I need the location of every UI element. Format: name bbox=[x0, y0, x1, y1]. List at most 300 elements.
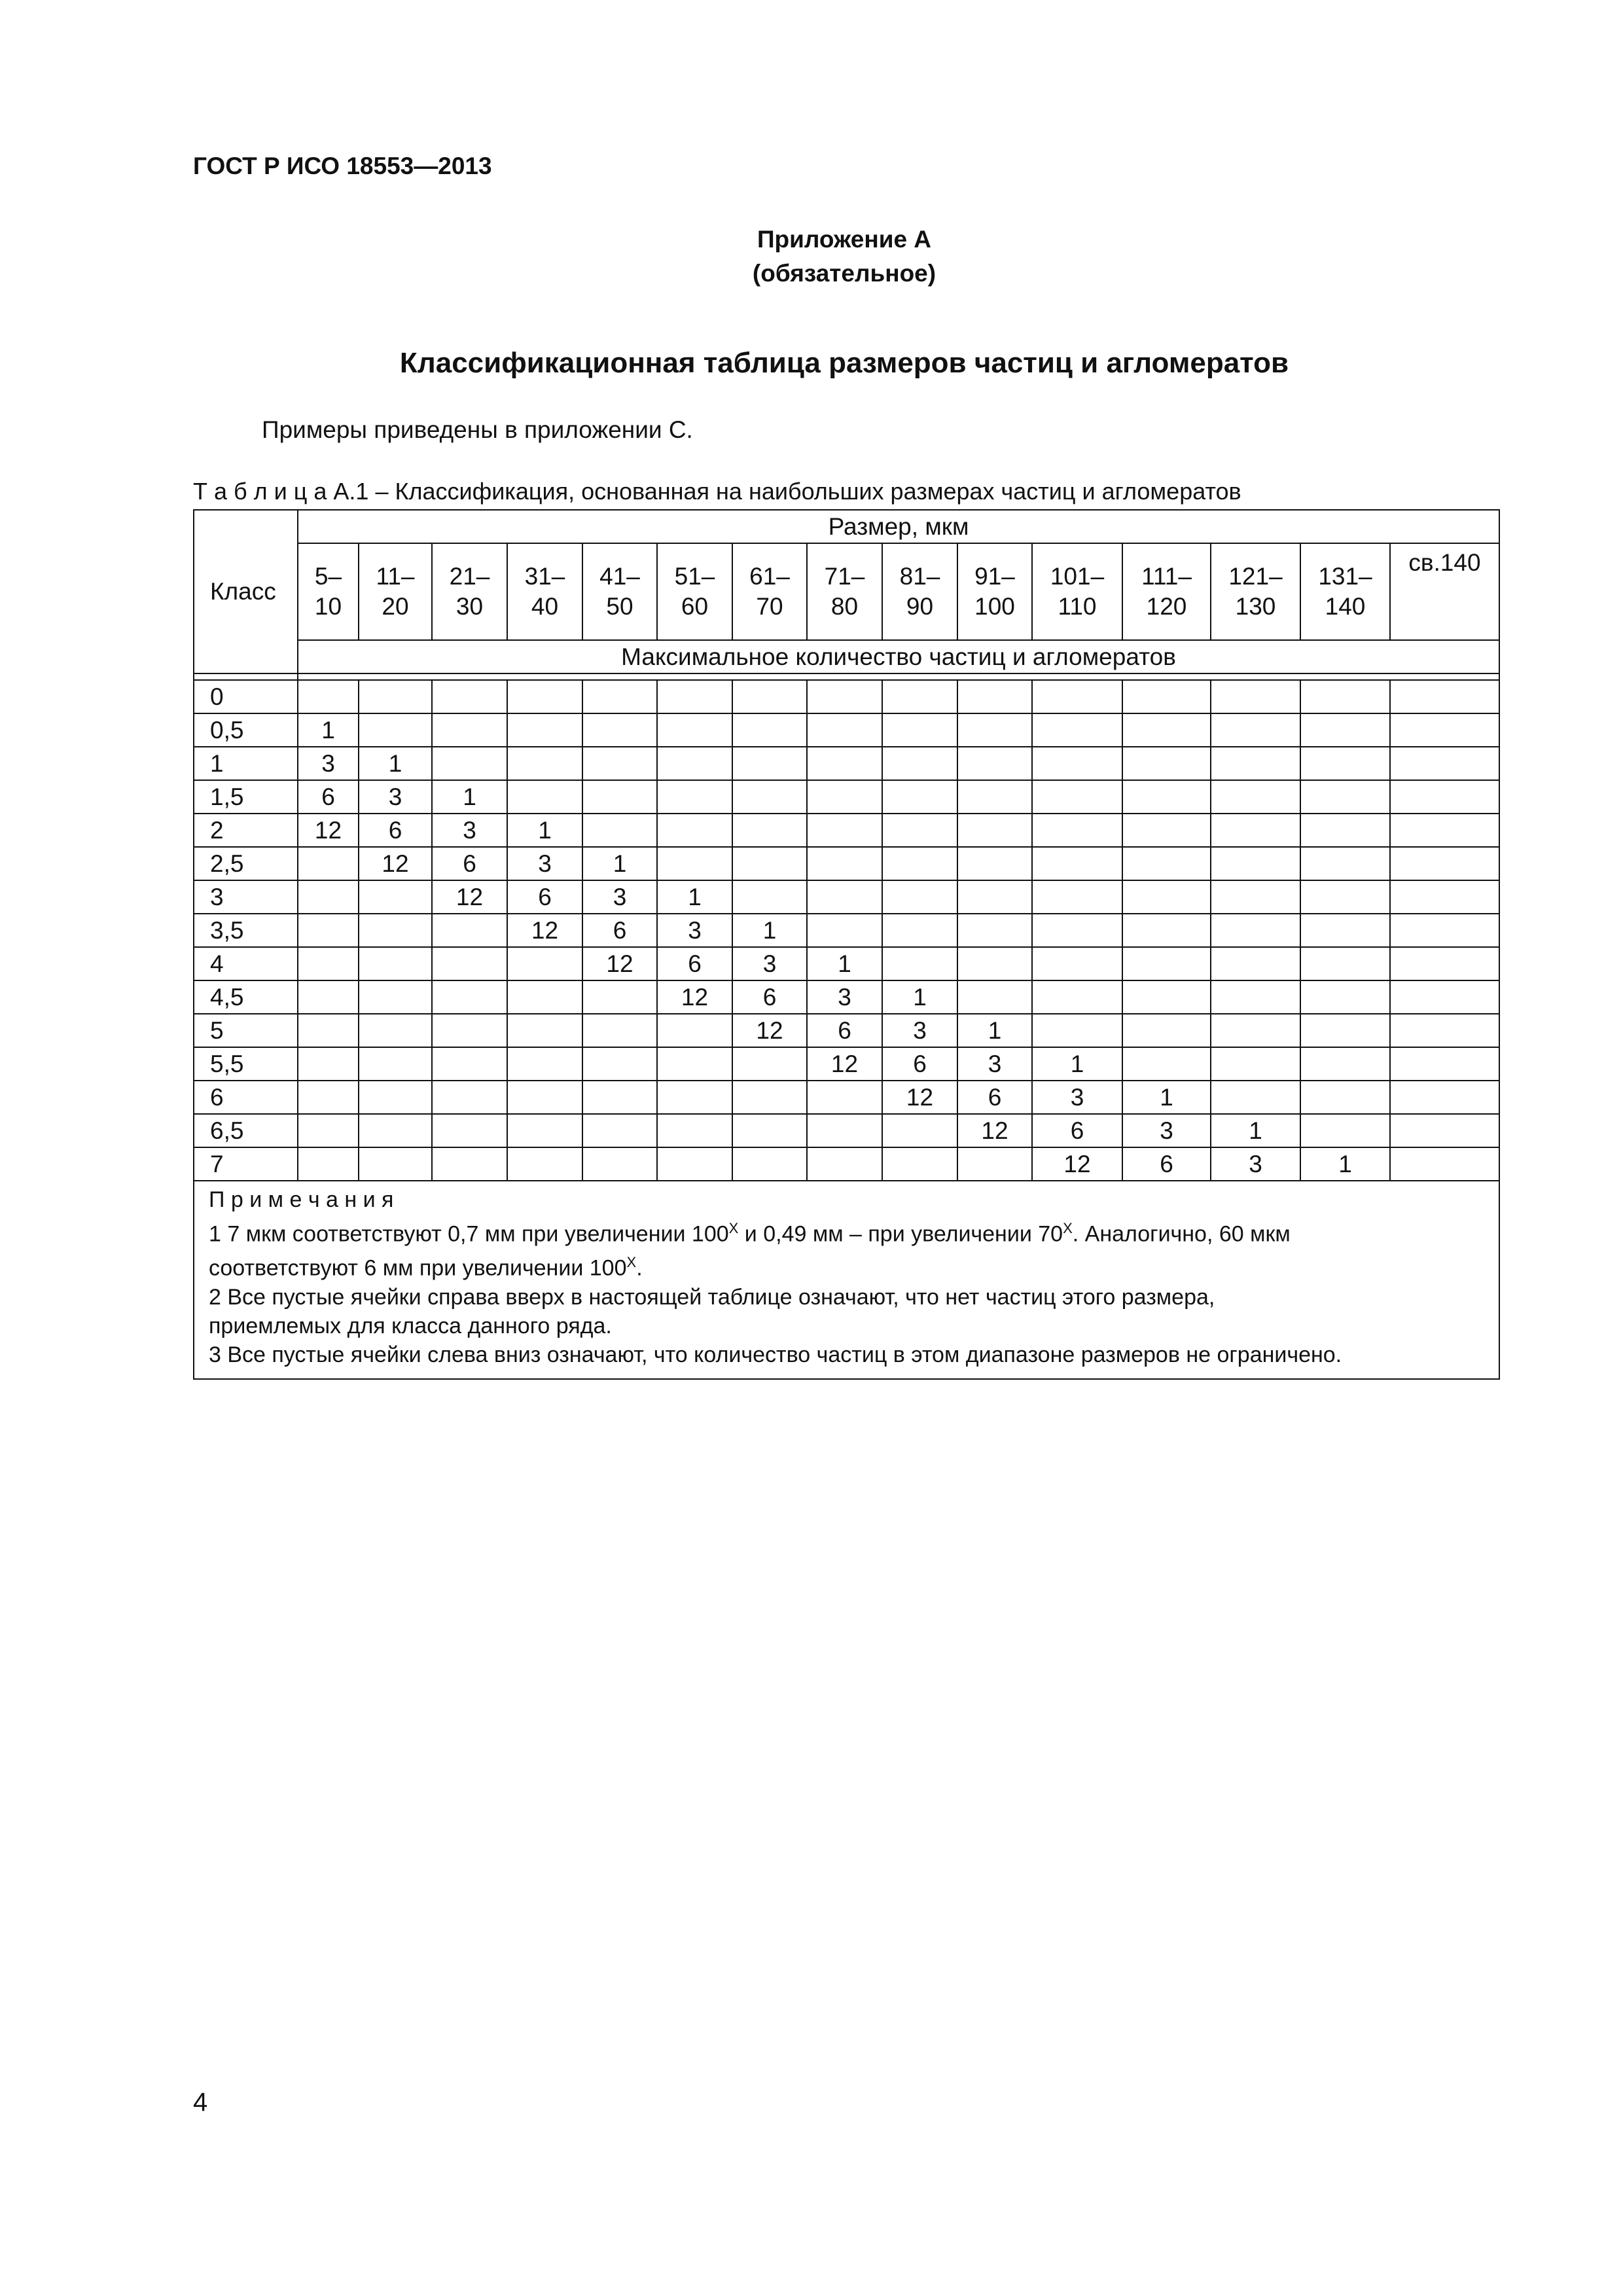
count-cell: 12 bbox=[957, 1114, 1032, 1147]
range-start: 81– bbox=[899, 563, 940, 590]
count-cell bbox=[432, 1114, 507, 1147]
count-cell bbox=[807, 680, 882, 713]
count-cell bbox=[1122, 847, 1211, 880]
count-cell bbox=[298, 880, 359, 914]
count-cell: 12 bbox=[732, 1014, 807, 1047]
range-start: 21– bbox=[449, 563, 490, 590]
count-cell bbox=[957, 880, 1032, 914]
count-cell bbox=[732, 747, 807, 780]
count-cell bbox=[1032, 847, 1122, 880]
count-cell bbox=[1300, 880, 1390, 914]
count-cell: 1 bbox=[882, 980, 957, 1014]
count-cell bbox=[882, 680, 957, 713]
range-header-cell bbox=[298, 543, 359, 640]
annex-status: (обязательное) bbox=[752, 260, 936, 287]
count-cell: 3 bbox=[807, 980, 882, 1014]
count-cell bbox=[732, 847, 807, 880]
count-cell bbox=[1211, 947, 1300, 980]
count-cell bbox=[1390, 847, 1499, 880]
class-cell: 0,5 bbox=[194, 713, 298, 747]
count-cell bbox=[582, 780, 657, 814]
gap-cell bbox=[194, 673, 298, 680]
count-cell bbox=[298, 680, 359, 713]
count-cell bbox=[507, 680, 582, 713]
count-cell: 6 bbox=[657, 947, 732, 980]
annex-heading bbox=[0, 223, 1623, 291]
range-end: 70 bbox=[756, 593, 783, 620]
count-cell bbox=[1390, 814, 1499, 847]
class-cell: 4,5 bbox=[194, 980, 298, 1014]
count-cell: 6 bbox=[432, 847, 507, 880]
count-cell bbox=[882, 847, 957, 880]
count-cell: 1 bbox=[298, 713, 359, 747]
count-cell bbox=[657, 747, 732, 780]
range-start: 5– bbox=[314, 563, 342, 590]
note-1-sup-1: X bbox=[728, 1220, 739, 1236]
count-cell bbox=[359, 947, 432, 980]
count-cell bbox=[507, 747, 582, 780]
count-cell bbox=[1122, 680, 1211, 713]
range-end: 90 bbox=[906, 593, 934, 620]
count-cell bbox=[507, 1014, 582, 1047]
class-cell: 6,5 bbox=[194, 1114, 298, 1147]
count-cell bbox=[582, 1047, 657, 1081]
count-cell bbox=[657, 680, 732, 713]
count-cell bbox=[1032, 713, 1122, 747]
count-cell bbox=[582, 1014, 657, 1047]
count-cell bbox=[1122, 980, 1211, 1014]
table-row bbox=[194, 980, 1499, 1014]
count-cell bbox=[1122, 880, 1211, 914]
class-cell: 2 bbox=[194, 814, 298, 847]
count-cell bbox=[1211, 914, 1300, 947]
count-cell: 1 bbox=[732, 914, 807, 947]
note-1-text-c: . Аналогично, 60 мкм bbox=[1072, 1221, 1291, 1247]
count-cell bbox=[432, 914, 507, 947]
count-cell: 3 bbox=[957, 1047, 1032, 1081]
count-cell bbox=[298, 1014, 359, 1047]
count-cell: 3 bbox=[298, 747, 359, 780]
classification-table bbox=[193, 509, 1500, 1380]
count-cell bbox=[1390, 1081, 1499, 1114]
range-header-cell bbox=[1390, 543, 1499, 640]
count-cell bbox=[432, 680, 507, 713]
count-cell bbox=[432, 980, 507, 1014]
count-cell: 1 bbox=[1211, 1114, 1300, 1147]
range-header-cell bbox=[882, 543, 957, 640]
count-cell: 12 bbox=[582, 947, 657, 980]
range-header-cell bbox=[1032, 543, 1122, 640]
count-cell bbox=[732, 713, 807, 747]
count-cell: 6 bbox=[298, 780, 359, 814]
range-end: 40 bbox=[531, 593, 559, 620]
count-cell bbox=[582, 1114, 657, 1147]
count-cell bbox=[1300, 1081, 1390, 1114]
gap-cell bbox=[298, 673, 1499, 680]
table-row bbox=[194, 914, 1499, 947]
count-cell bbox=[1300, 1114, 1390, 1147]
class-cell: 5 bbox=[194, 1014, 298, 1047]
count-cell bbox=[432, 747, 507, 780]
range-end: 80 bbox=[830, 593, 859, 620]
notes-row bbox=[194, 1181, 1499, 1379]
table-row bbox=[194, 780, 1499, 814]
count-cell: 3 bbox=[432, 814, 507, 847]
range-start: 31– bbox=[524, 563, 565, 590]
range-end: 140 bbox=[1325, 593, 1366, 620]
document-code: ГОСТ Р ИСО 18553—2013 bbox=[193, 152, 492, 179]
count-cell: 6 bbox=[732, 980, 807, 1014]
table-caption-text: А.1 – Классификация, основанная на наибольших размерах частиц и агломератов bbox=[327, 478, 1241, 505]
range-header-cell bbox=[359, 543, 432, 640]
count-cell bbox=[507, 947, 582, 980]
count-cell bbox=[1211, 1047, 1300, 1081]
count-cell bbox=[732, 1114, 807, 1147]
range-end: 130 bbox=[1235, 593, 1276, 620]
count-cell bbox=[359, 880, 432, 914]
intro-paragraph: Примеры приведены в приложении С. bbox=[262, 416, 693, 443]
count-cell bbox=[298, 1147, 359, 1181]
count-cell bbox=[1122, 1047, 1211, 1081]
count-cell: 1 bbox=[657, 880, 732, 914]
range-header-cell bbox=[1211, 543, 1300, 640]
note-1-text-e: . bbox=[636, 1255, 643, 1281]
count-cell bbox=[882, 914, 957, 947]
count-cell bbox=[359, 1114, 432, 1147]
count-cell bbox=[582, 1147, 657, 1181]
count-cell bbox=[1300, 780, 1390, 814]
count-cell bbox=[1032, 680, 1122, 713]
count-cell bbox=[582, 814, 657, 847]
range-start: 61– bbox=[749, 563, 790, 590]
table-row bbox=[194, 747, 1499, 780]
count-cell bbox=[507, 1081, 582, 1114]
page-title: Классификационная таблица размеров частиц и агломератов bbox=[399, 347, 1289, 379]
count-cell: 12 bbox=[882, 1081, 957, 1114]
range-header-cell bbox=[1122, 543, 1211, 640]
count-cell bbox=[732, 1081, 807, 1114]
count-cell bbox=[957, 814, 1032, 847]
count-cell: 1 bbox=[1122, 1081, 1211, 1114]
count-cell bbox=[1390, 1114, 1499, 1147]
count-cell bbox=[298, 947, 359, 980]
count-cell bbox=[1300, 847, 1390, 880]
count-cell bbox=[732, 680, 807, 713]
count-cell bbox=[1390, 947, 1499, 980]
note-1-sup-2: X bbox=[1063, 1220, 1073, 1236]
count-cell bbox=[1211, 1081, 1300, 1114]
count-cell: 12 bbox=[507, 914, 582, 947]
count-cell bbox=[1032, 814, 1122, 847]
page-number: 4 bbox=[193, 2088, 208, 2117]
count-cell bbox=[657, 1147, 732, 1181]
count-cell bbox=[359, 1147, 432, 1181]
table-row bbox=[194, 1114, 1499, 1147]
count-cell bbox=[1390, 1047, 1499, 1081]
count-cell bbox=[1122, 914, 1211, 947]
count-cell bbox=[1032, 947, 1122, 980]
count-cell bbox=[359, 1081, 432, 1114]
count-cell: 12 bbox=[432, 880, 507, 914]
range-start: 121– bbox=[1228, 563, 1283, 590]
count-cell bbox=[298, 914, 359, 947]
range-end: 100 bbox=[974, 593, 1015, 620]
count-cell bbox=[882, 814, 957, 847]
count-cell bbox=[807, 914, 882, 947]
size-header-row bbox=[194, 510, 1499, 543]
annex-label: Приложение А bbox=[757, 226, 932, 253]
count-cell bbox=[1300, 713, 1390, 747]
count-cell: 6 bbox=[882, 1047, 957, 1081]
range-end: 60 bbox=[681, 593, 709, 620]
count-cell bbox=[1122, 947, 1211, 980]
table-row bbox=[194, 713, 1499, 747]
class-cell: 4 bbox=[194, 947, 298, 980]
count-cell bbox=[957, 980, 1032, 1014]
count-cell bbox=[1300, 980, 1390, 1014]
count-cell bbox=[507, 980, 582, 1014]
count-cell bbox=[1032, 980, 1122, 1014]
count-cell bbox=[1211, 780, 1300, 814]
count-cell: 12 bbox=[657, 980, 732, 1014]
count-cell bbox=[1390, 680, 1499, 713]
count-cell bbox=[359, 680, 432, 713]
count-cell: 6 bbox=[957, 1081, 1032, 1114]
count-cell bbox=[507, 713, 582, 747]
count-cell bbox=[507, 1047, 582, 1081]
count-cell bbox=[807, 1114, 882, 1147]
range-start: 101– bbox=[1050, 563, 1105, 590]
count-cell bbox=[957, 747, 1032, 780]
range-start: 51– bbox=[674, 563, 715, 590]
count-cell bbox=[1390, 914, 1499, 947]
table-caption bbox=[193, 478, 1241, 505]
count-cell: 3 bbox=[732, 947, 807, 980]
count-cell bbox=[1300, 947, 1390, 980]
note-3: 3 Все пустые ячейки слева вниз означают, что количество частиц в этом диапазоне размеров не ограничено. bbox=[209, 1342, 1342, 1367]
count-cell bbox=[298, 980, 359, 1014]
count-cell bbox=[1300, 1047, 1390, 1081]
count-cell: 3 bbox=[1122, 1114, 1211, 1147]
count-cell bbox=[657, 814, 732, 847]
count-cell: 12 bbox=[359, 847, 432, 880]
count-cell bbox=[1300, 1014, 1390, 1047]
table-row bbox=[194, 1081, 1499, 1114]
count-cell bbox=[507, 1114, 582, 1147]
count-cell: 1 bbox=[1032, 1047, 1122, 1081]
note-1-cont bbox=[209, 1248, 1484, 1282]
count-cell: 6 bbox=[1032, 1114, 1122, 1147]
table-row bbox=[194, 1147, 1499, 1181]
count-cell bbox=[1032, 747, 1122, 780]
count-cell: 12 bbox=[807, 1047, 882, 1081]
range-start: 131– bbox=[1318, 563, 1372, 590]
count-cell bbox=[359, 713, 432, 747]
count-cell bbox=[359, 1014, 432, 1047]
note-2-cont: приемлемых для класса данного ряда. bbox=[209, 1313, 612, 1338]
count-cell bbox=[882, 747, 957, 780]
count-cell bbox=[807, 880, 882, 914]
count-cell bbox=[807, 713, 882, 747]
count-cell bbox=[882, 780, 957, 814]
count-cell: 6 bbox=[359, 814, 432, 847]
count-cell bbox=[957, 780, 1032, 814]
count-cell bbox=[807, 780, 882, 814]
range-end: 20 bbox=[382, 593, 409, 620]
range-header-cell bbox=[1300, 543, 1390, 640]
class-cell: 1 bbox=[194, 747, 298, 780]
count-cell bbox=[507, 1147, 582, 1181]
table-notes bbox=[194, 1181, 1499, 1379]
count-cell bbox=[298, 1114, 359, 1147]
count-cell bbox=[1211, 847, 1300, 880]
count-cell bbox=[732, 814, 807, 847]
table-body bbox=[194, 680, 1499, 1181]
notes-cell bbox=[194, 1181, 1499, 1379]
count-cell: 12 bbox=[1032, 1147, 1122, 1181]
range-end: 110 bbox=[1058, 593, 1097, 620]
count-cell bbox=[807, 814, 882, 847]
range-header-cell bbox=[957, 543, 1032, 640]
count-cell bbox=[1032, 914, 1122, 947]
count-cell bbox=[657, 713, 732, 747]
count-cell: 1 bbox=[432, 780, 507, 814]
count-cell bbox=[582, 680, 657, 713]
count-cell bbox=[1390, 1014, 1499, 1047]
count-cell bbox=[1211, 880, 1300, 914]
count-cell bbox=[1032, 880, 1122, 914]
range-header-cell bbox=[657, 543, 732, 640]
count-cell bbox=[432, 1147, 507, 1181]
count-cell bbox=[1300, 747, 1390, 780]
range-header-cell bbox=[732, 543, 807, 640]
table-row bbox=[194, 1014, 1499, 1047]
note-1 bbox=[209, 1214, 1484, 1248]
header-gap-row bbox=[194, 673, 1499, 680]
note-1-text-a: 1 7 мкм соответствуют 0,7 мм при увеличении 100 bbox=[209, 1221, 729, 1247]
range-start: св.140 bbox=[1408, 549, 1481, 576]
count-cell bbox=[1211, 980, 1300, 1014]
count-cell bbox=[957, 1147, 1032, 1181]
note-1-text-b: и 0,49 мм – при увеличении 70 bbox=[738, 1221, 1063, 1247]
table-caption-lead: Т а б л и ц а bbox=[193, 478, 327, 505]
count-cell bbox=[582, 980, 657, 1014]
table-row bbox=[194, 814, 1499, 847]
count-cell bbox=[1211, 1014, 1300, 1047]
range-header-cell bbox=[507, 543, 582, 640]
count-cell bbox=[657, 1081, 732, 1114]
count-cell: 6 bbox=[507, 880, 582, 914]
count-cell: 6 bbox=[1122, 1147, 1211, 1181]
count-cell bbox=[807, 847, 882, 880]
count-cell: 3 bbox=[507, 847, 582, 880]
table-row bbox=[194, 680, 1499, 713]
count-cell bbox=[1122, 713, 1211, 747]
count-cell bbox=[1390, 713, 1499, 747]
count-cell bbox=[359, 980, 432, 1014]
count-cell bbox=[732, 880, 807, 914]
count-cell bbox=[732, 1047, 807, 1081]
count-cell bbox=[882, 713, 957, 747]
class-cell: 3 bbox=[194, 880, 298, 914]
note-1-text-d: соответствуют 6 мм при увеличении 100 bbox=[209, 1255, 627, 1281]
class-cell: 6 bbox=[194, 1081, 298, 1114]
range-header-cell bbox=[807, 543, 882, 640]
count-cell bbox=[432, 713, 507, 747]
count-cell bbox=[882, 880, 957, 914]
count-cell bbox=[432, 1047, 507, 1081]
count-cell bbox=[882, 947, 957, 980]
count-cell bbox=[432, 947, 507, 980]
count-cell bbox=[957, 914, 1032, 947]
count-cell bbox=[298, 847, 359, 880]
range-start: 41– bbox=[599, 563, 640, 590]
class-header-cell: Класс bbox=[194, 510, 298, 673]
count-header-cell: Максимальное количество частиц и агломератов bbox=[298, 640, 1499, 673]
count-cell bbox=[1211, 680, 1300, 713]
count-cell: 6 bbox=[807, 1014, 882, 1047]
count-cell: 1 bbox=[957, 1014, 1032, 1047]
count-cell bbox=[432, 1014, 507, 1047]
class-cell: 5,5 bbox=[194, 1047, 298, 1081]
count-cell bbox=[582, 713, 657, 747]
count-cell bbox=[298, 1047, 359, 1081]
count-cell: 3 bbox=[582, 880, 657, 914]
range-start: 11– bbox=[376, 563, 415, 590]
class-cell: 7 bbox=[194, 1147, 298, 1181]
count-cell bbox=[1032, 780, 1122, 814]
count-cell bbox=[957, 713, 1032, 747]
count-cell bbox=[432, 1081, 507, 1114]
count-cell bbox=[1122, 1014, 1211, 1047]
count-cell bbox=[298, 1081, 359, 1114]
range-header-cell bbox=[432, 543, 507, 640]
count-cell: 1 bbox=[582, 847, 657, 880]
size-header-cell: Размер, мкм bbox=[298, 510, 1499, 543]
count-cell bbox=[957, 947, 1032, 980]
class-cell: 1,5 bbox=[194, 780, 298, 814]
count-cell bbox=[807, 1147, 882, 1181]
count-cell bbox=[807, 1081, 882, 1114]
notes-heading: П р и м е ч а н и я bbox=[209, 1187, 394, 1212]
count-cell bbox=[657, 1047, 732, 1081]
count-cell bbox=[657, 780, 732, 814]
count-cell bbox=[1390, 780, 1499, 814]
range-header-cell bbox=[582, 543, 657, 640]
count-cell bbox=[732, 780, 807, 814]
count-cell bbox=[359, 1047, 432, 1081]
count-cell bbox=[1122, 747, 1211, 780]
range-end: 30 bbox=[455, 593, 484, 620]
count-cell: 1 bbox=[359, 747, 432, 780]
count-cell: 1 bbox=[807, 947, 882, 980]
class-cell: 0 bbox=[194, 680, 298, 713]
range-end: 120 bbox=[1146, 593, 1187, 620]
range-end: 10 bbox=[314, 593, 342, 620]
note-2: 2 Все пустые ячейки справа вверх в настоящей таблице означают, что нет частиц этого размера, bbox=[209, 1284, 1215, 1310]
count-cell bbox=[1122, 780, 1211, 814]
table-header bbox=[194, 510, 1499, 680]
count-cell bbox=[657, 847, 732, 880]
count-cell bbox=[1300, 814, 1390, 847]
count-cell: 1 bbox=[1300, 1147, 1390, 1181]
count-cell: 3 bbox=[359, 780, 432, 814]
count-cell bbox=[1390, 880, 1499, 914]
count-cell bbox=[359, 914, 432, 947]
count-cell bbox=[882, 1147, 957, 1181]
table-row bbox=[194, 847, 1499, 880]
count-cell bbox=[1211, 747, 1300, 780]
